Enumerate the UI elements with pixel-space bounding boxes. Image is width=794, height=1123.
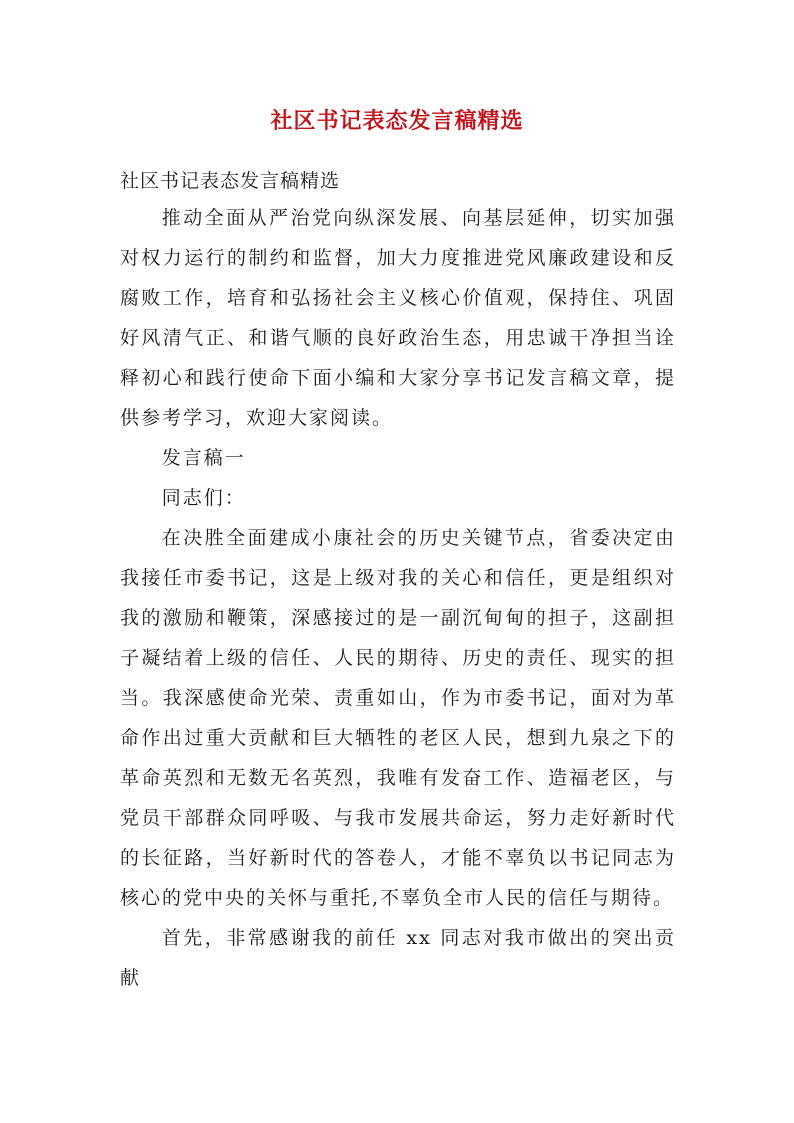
intro-paragraph: 推动全面从严治党向纵深发展、向基层延伸，切实加强对权力运行的制约和监督，加大力度推进党风廉政建设和反腐败工作，培育和弘扬社会主义核心价值观，保持住、巩固好风清气正、和谐气顺的良好政治生态，用忠诚干净担当诠释初心和践行使命下面小编和大家分享书记发言稿文章，提供参考学习，欢迎大家阅读。 — [120, 207, 676, 429]
document-subtitle: 社区书记表态发言稿精选 — [120, 170, 341, 192]
body-paragraph: 在决胜全面建成小康社会的历史关键节点，省委决定由我接任市委书记，这是上级对我的关心和信任，更是组织对我的激励和鞭策，深感接过的是一副沉甸甸的担子，这副担子凝结着上级的信任、人民的期待、历史的责任、现实的担当。我深感使命光荣、责重如山，作为市委书记，面对为革命作出过重大贡献和巨大牺牲的老区人民，想到九泉之下的革命英烈和无数无名英烈，我唯有发奋工作、造福老区，与党员干部群众同呼吸、与我市发展共命运，努力走好新时代的长征路，当好新时代的答卷人，才能不辜负以书记同志为核心的党中央的关怀与重托,不辜负全市人民的信任与期待。 — [120, 527, 676, 909]
body-paragraph: 首先，非常感谢我的前任 xx 同志对我市做出的突出贡献 — [120, 927, 676, 989]
salutation: 同志们： — [161, 487, 246, 509]
document-body — [120, 198, 676, 998]
speech-heading: 发言稿一 — [161, 447, 246, 469]
document-title: 社区书记表态发言稿精选 — [270, 108, 524, 134]
